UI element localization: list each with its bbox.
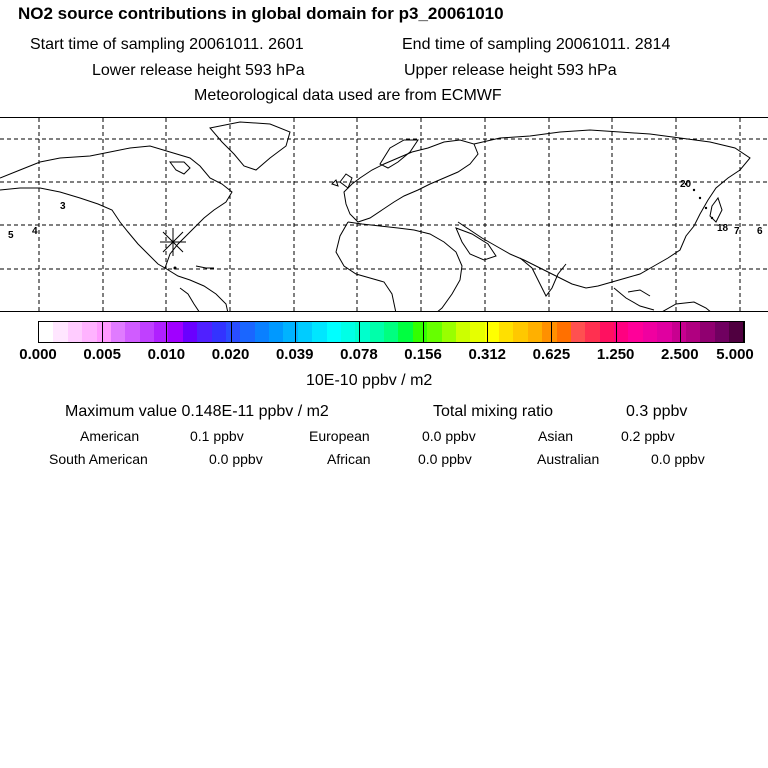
region-name-asian: Asian [538, 428, 574, 444]
met-data-source: Meteorological data used are from ECMWF [194, 87, 502, 104]
colorbar-swatch [672, 322, 686, 342]
max-value: Maximum value 0.148E-11 ppbv / m2 [65, 403, 329, 420]
colorbar-swatch [255, 322, 269, 342]
colorbar-tick-label: 0.005 [83, 346, 121, 363]
marker-label-6: 6 [757, 226, 763, 237]
colorbar-tick-label: 1.250 [596, 346, 635, 363]
colorbar-swatch [528, 322, 542, 342]
colorbar-divider [680, 321, 681, 343]
colorbar-tick-label: 0.312 [468, 346, 507, 363]
colorbar-divider [102, 321, 103, 343]
colorbar-swatch [226, 322, 240, 342]
colorbar-swatch [499, 322, 513, 342]
start-time: Start time of sampling 20061011. 2601 [30, 36, 304, 53]
colorbar-swatch [168, 322, 182, 342]
colorbar-swatch [657, 322, 671, 342]
colorbar-swatch [97, 322, 111, 342]
region-value-european: 0.0 ppbv [422, 428, 476, 444]
total-mixing-value: 0.3 ppbv [626, 403, 688, 420]
world-map [0, 117, 768, 312]
colorbar-divider [231, 321, 232, 343]
colorbar-swatch [240, 322, 254, 342]
colorbar-swatch [384, 322, 398, 342]
colorbar-swatch [628, 322, 642, 342]
colorbar-swatch [370, 322, 384, 342]
colorbar-swatch [686, 322, 700, 342]
region-name-australian: Australian [537, 451, 600, 467]
region-name-european: European [309, 428, 370, 444]
colorbar-divider [744, 321, 745, 343]
colorbar-swatch [700, 322, 714, 342]
colorbar-swatch [39, 322, 53, 342]
colorbar-swatch [542, 322, 556, 342]
colorbar-divider [616, 321, 617, 343]
region-name-american: American [80, 428, 140, 444]
colorbar-swatch [140, 322, 154, 342]
coastlines [0, 122, 750, 312]
colorbar-tick-label: 0.078 [340, 346, 378, 363]
region-name-south-american: South American [49, 451, 148, 467]
colorbar-swatch [298, 322, 312, 342]
marker-label-4: 4 [32, 226, 38, 237]
map-canvas [0, 118, 768, 312]
marker-label-18: 18 [717, 223, 729, 234]
colorbar-swatch [585, 322, 599, 342]
colorbar-swatch [269, 322, 283, 342]
region-value-south-american: 0.0 ppbv [209, 451, 263, 467]
colorbar-swatch [600, 322, 614, 342]
colorbar-units: 10E-10 ppbv / m2 [306, 372, 433, 389]
colorbar-divider [423, 321, 424, 343]
plot-title: NO2 source contributions in global domain for p3_20061010 [18, 4, 504, 23]
marker-label-3: 3 [60, 201, 66, 212]
region-value-american: 0.1 ppbv [190, 428, 244, 444]
colorbar-swatch [197, 322, 211, 342]
colorbar-divider [38, 321, 39, 343]
colorbar-tick-label: 5.000 [716, 346, 754, 363]
colorbar-swatch [111, 322, 125, 342]
colorbar-swatch [53, 322, 67, 342]
colorbar-swatch [125, 322, 139, 342]
colorbar-swatch [327, 322, 341, 342]
source-location-marker [160, 228, 186, 256]
region-name-african: African [327, 451, 371, 467]
colorbar-swatch [413, 322, 427, 342]
colorbar-swatch [513, 322, 527, 342]
end-time: End time of sampling 20061011. 2814 [402, 36, 671, 53]
colorbar-divider [551, 321, 552, 343]
colorbar-swatch [470, 322, 484, 342]
colorbar-divider [359, 321, 360, 343]
colorbar-divider [295, 321, 296, 343]
colorbar-swatch [82, 322, 96, 342]
trajectory-points [174, 183, 714, 270]
total-mixing-label: Total mixing ratio [433, 403, 554, 420]
colorbar-tick-label: 0.000 [19, 346, 57, 363]
colorbar-tick-label: 2.500 [661, 346, 699, 363]
colorbar-divider [166, 321, 167, 343]
colorbar-swatch [427, 322, 441, 342]
region-value-african: 0.0 ppbv [418, 451, 472, 467]
region-value-australian: 0.0 ppbv [651, 451, 705, 467]
colorbar-tick-label: 0.020 [211, 346, 250, 363]
colorbar-swatch [571, 322, 585, 342]
colorbar-swatch [729, 322, 743, 342]
colorbar-swatch [456, 322, 470, 342]
marker-label-20: 20 [680, 179, 692, 190]
colorbar-tick-label: 0.625 [532, 346, 571, 363]
colorbar-swatch [643, 322, 657, 342]
upper-release-height: Upper release height 593 hPa [404, 62, 617, 79]
colorbar-swatch [442, 322, 456, 342]
colorbar-tick-label: 0.156 [404, 346, 442, 363]
colorbar-swatch [715, 322, 729, 342]
colorbar-swatch [183, 322, 197, 342]
colorbar-swatch [312, 322, 326, 342]
colorbar-divider [487, 321, 488, 343]
colorbar-swatch [212, 322, 226, 342]
colorbar-tick-label: 0.010 [147, 346, 186, 363]
colorbar-swatch [341, 322, 355, 342]
colorbar-swatch [68, 322, 82, 342]
lower-release-height: Lower release height 593 hPa [92, 62, 305, 79]
marker-label-5: 5 [8, 230, 14, 241]
colorbar-tick-label: 0.039 [275, 346, 314, 363]
colorbar-swatch [398, 322, 412, 342]
region-value-asian: 0.2 ppbv [621, 428, 675, 444]
colorbar-swatch [557, 322, 571, 342]
colorbar-swatch [355, 322, 369, 342]
marker-label-7: 7 [734, 226, 740, 237]
colorbar [38, 321, 744, 343]
